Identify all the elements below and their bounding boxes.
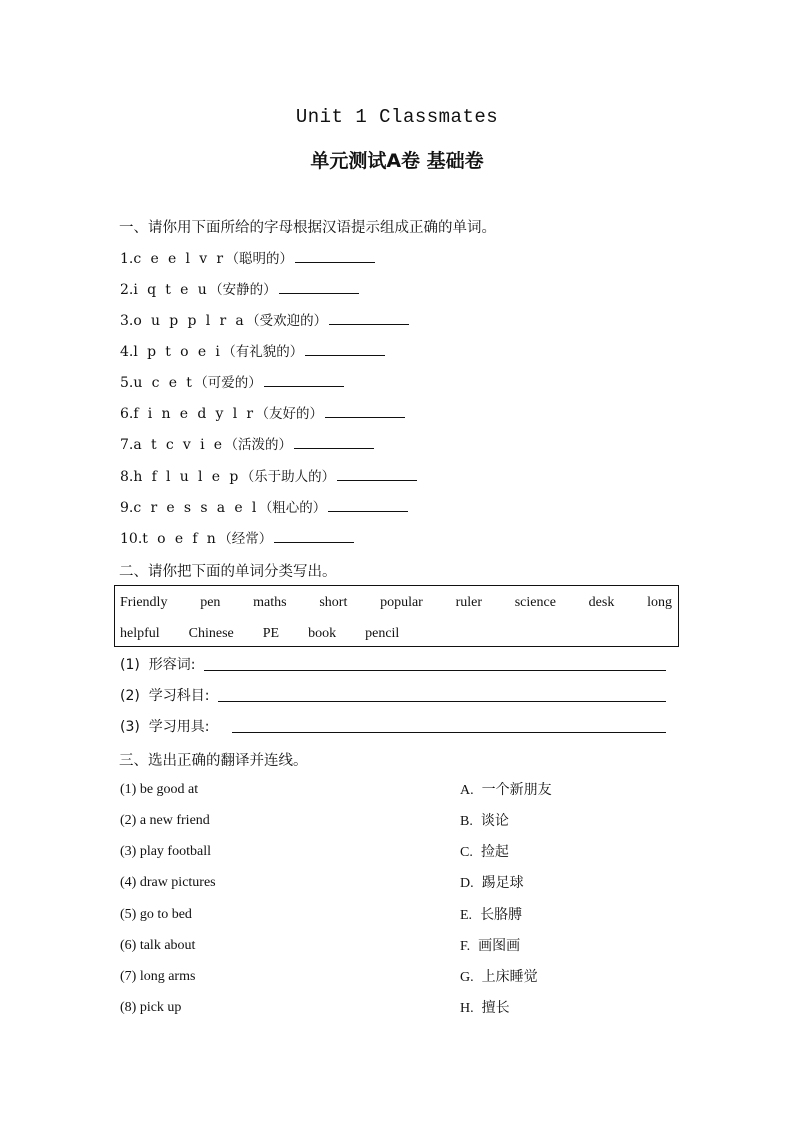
phrase-item[interactable]: (8) pick up (120, 1000, 182, 1015)
list-item: 6.f i n e d y l r（友好的） (120, 403, 405, 423)
phrase-item[interactable]: (5) go to bed (120, 907, 192, 922)
answer-line[interactable] (218, 701, 666, 702)
page-subtitle: 单元测试A卷 基础卷 (310, 150, 484, 172)
word-bank-word: Chinese (188, 626, 234, 641)
word-bank-word: maths (253, 595, 287, 610)
translation-item[interactable]: B. 谈论 (460, 813, 509, 829)
phrase-item[interactable]: (6) talk about (120, 938, 196, 953)
section3-heading: 三、选出正确的翻译并连线。 (119, 753, 308, 769)
word-bank-row-2 (120, 624, 672, 644)
word-bank-word: short (319, 595, 348, 610)
word-bank-word: book (308, 626, 337, 641)
answer-blank[interactable] (337, 466, 417, 481)
answer-blank[interactable] (305, 341, 385, 356)
word-bank-word: science (514, 595, 556, 610)
word-bank-row-1 (120, 593, 672, 613)
answer-blank[interactable] (274, 528, 354, 543)
translation-item[interactable]: G. 上床睡觉 (460, 969, 538, 985)
answer-blank[interactable] (279, 279, 359, 294)
word-bank-word: PE (262, 626, 280, 641)
word-bank-word: ruler (455, 595, 482, 610)
list-item: 3.o u p p l r a（受欢迎的） (120, 310, 409, 330)
answer-blank[interactable] (329, 310, 409, 325)
section1-heading: 一、请你用下面所给的字母根据汉语提示组成正确的单词。 (119, 220, 496, 236)
translation-item[interactable]: H. 擅长 (460, 1000, 510, 1016)
word-bank-word: desk (588, 595, 615, 610)
list-item: 10.t o e f n（经常） (120, 528, 354, 548)
answer-blank[interactable] (325, 403, 405, 418)
phrase-item[interactable]: (1) be good at (120, 782, 199, 797)
phrase-item[interactable]: (2) a new friend (120, 813, 210, 828)
section2-heading: 二、请你把下面的单词分类写出。 (119, 564, 337, 580)
page-title: Unit 1 Classmates (295, 106, 499, 128)
list-item: 1.c e e l v r（聪明的） (120, 248, 375, 268)
word-bank-word: long (647, 595, 672, 610)
word-bank-word: popular (380, 595, 423, 610)
list-item: 4.l p t o e i（有礼貌的） (120, 341, 385, 361)
phrase-item[interactable]: (3) play football (120, 844, 211, 859)
word-bank-word: Friendly (120, 595, 168, 610)
translation-item[interactable]: E. 长胳膊 (460, 907, 523, 923)
list-item: 9.c r e s s a e l（粗心的） (120, 497, 408, 517)
phrase-item[interactable]: (4) draw pictures (120, 875, 216, 890)
answer-blank[interactable] (328, 497, 408, 512)
translation-item[interactable]: C. 捡起 (460, 844, 509, 860)
category-adjectives: (1) 形容词: (120, 654, 195, 676)
word-bank-word: pencil (365, 626, 400, 641)
answer-blank[interactable] (294, 434, 374, 449)
list-item: 8.h f l u l e p（乐于助人的） (120, 466, 417, 486)
category-subjects: (2) 学习科目: (120, 685, 209, 707)
phrase-item[interactable]: (7) long arms (120, 969, 196, 984)
word-bank-word: pen (200, 595, 221, 610)
list-item: 7.a t c v i e（活泼的） (120, 434, 374, 454)
answer-blank[interactable] (295, 248, 375, 263)
list-item: 5.u c e t（可爱的） (120, 372, 344, 392)
answer-blank[interactable] (264, 372, 344, 387)
answer-line[interactable] (232, 732, 666, 733)
word-bank-box (114, 585, 679, 647)
translation-item[interactable]: D. 踢足球 (460, 875, 524, 891)
translation-item[interactable]: F. 画图画 (460, 938, 521, 954)
word-bank-word: helpful (120, 626, 160, 641)
answer-line[interactable] (204, 670, 666, 671)
category-school-supplies: (3) 学习用具: (120, 716, 209, 738)
translation-item[interactable]: A. 一个新朋友 (460, 782, 552, 798)
list-item: 2.i q t e u（安静的） (120, 279, 359, 299)
